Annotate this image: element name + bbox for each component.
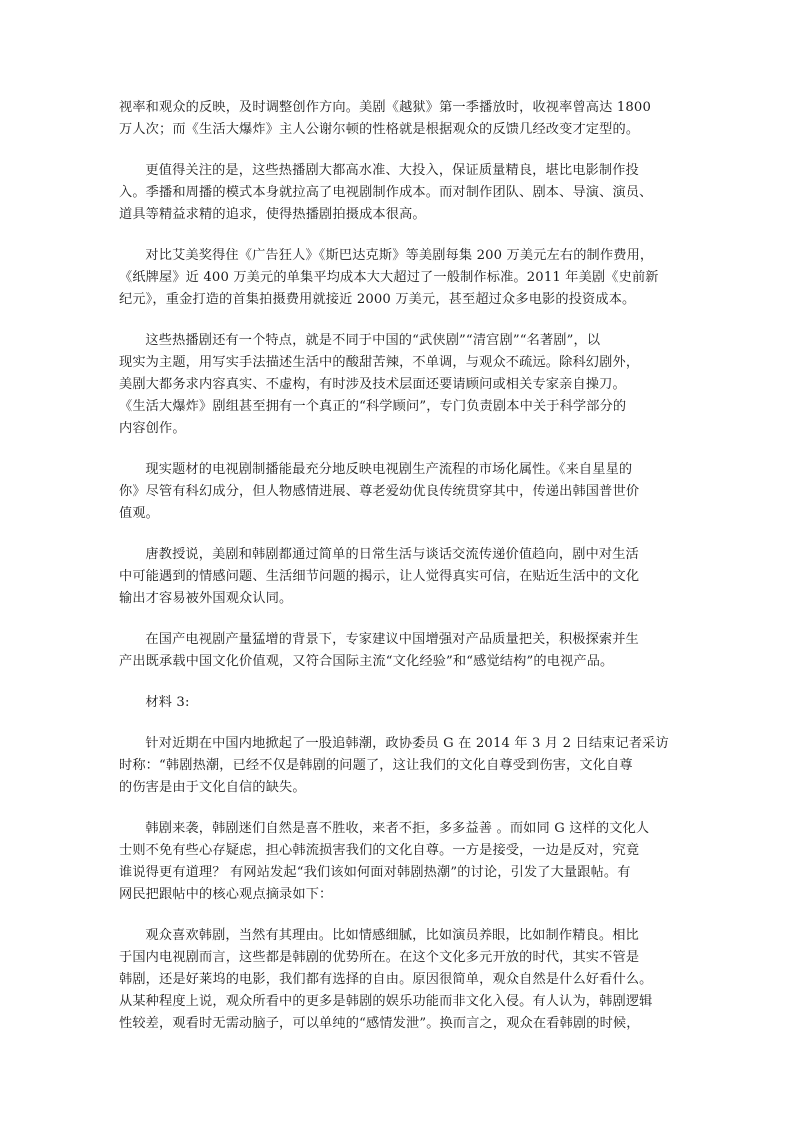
text-line: 材料 3: [145,695,190,710]
text-line: 《生活大爆炸》剧组甚至拥有一个真正的“科学顾问”，专门负责剧本中关于科学部分的 [119,399,627,414]
text-line: 对比艾美奖得住《广告狂人》《斯巴达克斯》等美剧每集 200 万美元左右的制作费用， [145,248,654,263]
text-line: 性较差，观看时无需动脑子，可以单纯的“感情发泄”。换而言之，观众在看韩剧的时候， [119,1016,640,1031]
text-line: 输出才容易被外国观众认同。 [119,591,293,606]
text-line: 唐教授说，美剧和韩剧都通过简单的日常生活与谈话交流传递价值趋向，剧中对生活 [145,547,639,562]
text-line: 这些热播剧还有一个特点，就是不同于中国的“武侠剧”“清宫剧”“名著剧”，以 [145,333,601,348]
text-line: 产出既承载中国文化价值观，又符合国际主流“文化经验”和“感觉结构”的电视产品。 [119,654,614,669]
text-line: 万人次；而《生活大爆炸》主人公谢尔顿的性格就是根据观众的反馈几经改变才定型的。 [119,122,640,137]
text-line: 于国内电视剧而言，这些都是韩剧的优势所在。在这个文化多元开放的时代，其实不管是 [119,950,640,965]
paragraph-6 [119,544,679,610]
paragraph-5 [119,459,679,525]
text-line: 韩剧，还是好莱坞的电影，我们都有选择的自由。原因很简单，观众自然是什么好看什么。 [119,972,653,987]
text-line: 针对近期在中国内地掀起了一股追韩潮，政协委员 G 在 2014 年 3 月 2 日结束记者采访 [145,736,669,751]
text-line: 的伤害是由于文化自信的缺失。 [119,780,306,795]
text-line: 士则不免有些心存疑虑，担心韩流损害我们的文化自尊。一方是接受，一边是反对，究竟 [119,843,640,858]
text-line: 纪元》，重金打造的首集拍摄费用就接近 2000 万美元，甚至超过众多电影的投资成本。 [119,292,636,307]
paragraph-3 [119,245,679,311]
text-line: 中可能遇到的情感问题、生活细节问题的揭示，让人觉得真实可信，在贴近生活中的文化 [119,569,640,584]
paragraph-1 [119,97,679,141]
text-line: 视率和观众的反映，及时调整创作方向。美剧《越狱》第一季播放时，收视率曾高达 1800 [119,100,651,115]
text-line: 网民把跟帖中的核心观点摘录如下： [119,887,333,902]
text-line: 值观。 [119,506,160,521]
paragraph-9 [119,818,679,906]
text-line: 《纸牌屋》近 400 万美元的单集平均成本大大超过了一般制作标准。2011 年美剧《史前新 [119,270,659,285]
text-line: 现实题材的电视剧制播能最充分地反映电视剧生产流程的市场化属性。《来自星星的 [145,462,633,477]
text-line: 你》尽管有科幻成分，但人物感情进展、尊老爱幼优良传统贯穿其中，传递出韩国普世价 [119,484,640,499]
text-line: 更值得关注的是，这些热播剧大都高水准、大投入，保证质量精良，堪比电影制作投 [145,163,639,178]
text-line: 道具等精益求精的追求，使得热播剧拍摄成本很高。 [119,207,426,222]
paragraph-2 [119,160,679,226]
text-line: 谁说得更有道理？ 有网站发起“我们该如何面对韩剧热潮”的讨论，引发了大量跟帖。有 [119,865,631,880]
text-line: 观众喜欢韩剧，当然有其理由。比如情感细腻，比如演员养眼，比如制作精良。相比 [145,928,639,943]
text-line: 从某种程度上说，观众所看中的更多是韩剧的娱乐功能而非文化入侵。有人认为，韩剧逻辑 [119,994,653,1009]
document-body [119,97,679,1054]
section-heading-material-3 [119,692,679,714]
text-line: 入。季播和周播的模式本身就拉高了电视剧制作成本。而对制作团队、剧本、导演、演员、 [119,185,653,200]
paragraph-7 [119,629,679,673]
text-line: 内容创作。 [119,421,186,436]
paragraph-8 [119,733,679,799]
paragraph-10 [119,925,679,1035]
text-line: 时称：“韩剧热潮，已经不仅是韩剧的问题了，这让我们的文化自尊受到伤害，文化自尊 [119,758,633,773]
text-line: 在国产电视剧产量猛增的背景下，专家建议中国增强对产品质量把关，积极探索并生 [145,632,639,647]
text-line: 现实为主题，用写实手法描述生活中的酸甜苦辣，不单调，与观众不疏远。除科幻剧外， [119,355,640,370]
text-line: 美剧大都务求内容真实、不虚构，有时涉及技术层面还要请顾问或相关专家亲自操刀。 [119,377,626,392]
text-line: 韩剧来袭，韩剧迷们自然是喜不胜收，来者不拒，多多益善 。而如同 G 这样的文化人 [145,821,650,836]
paragraph-4 [119,330,679,440]
